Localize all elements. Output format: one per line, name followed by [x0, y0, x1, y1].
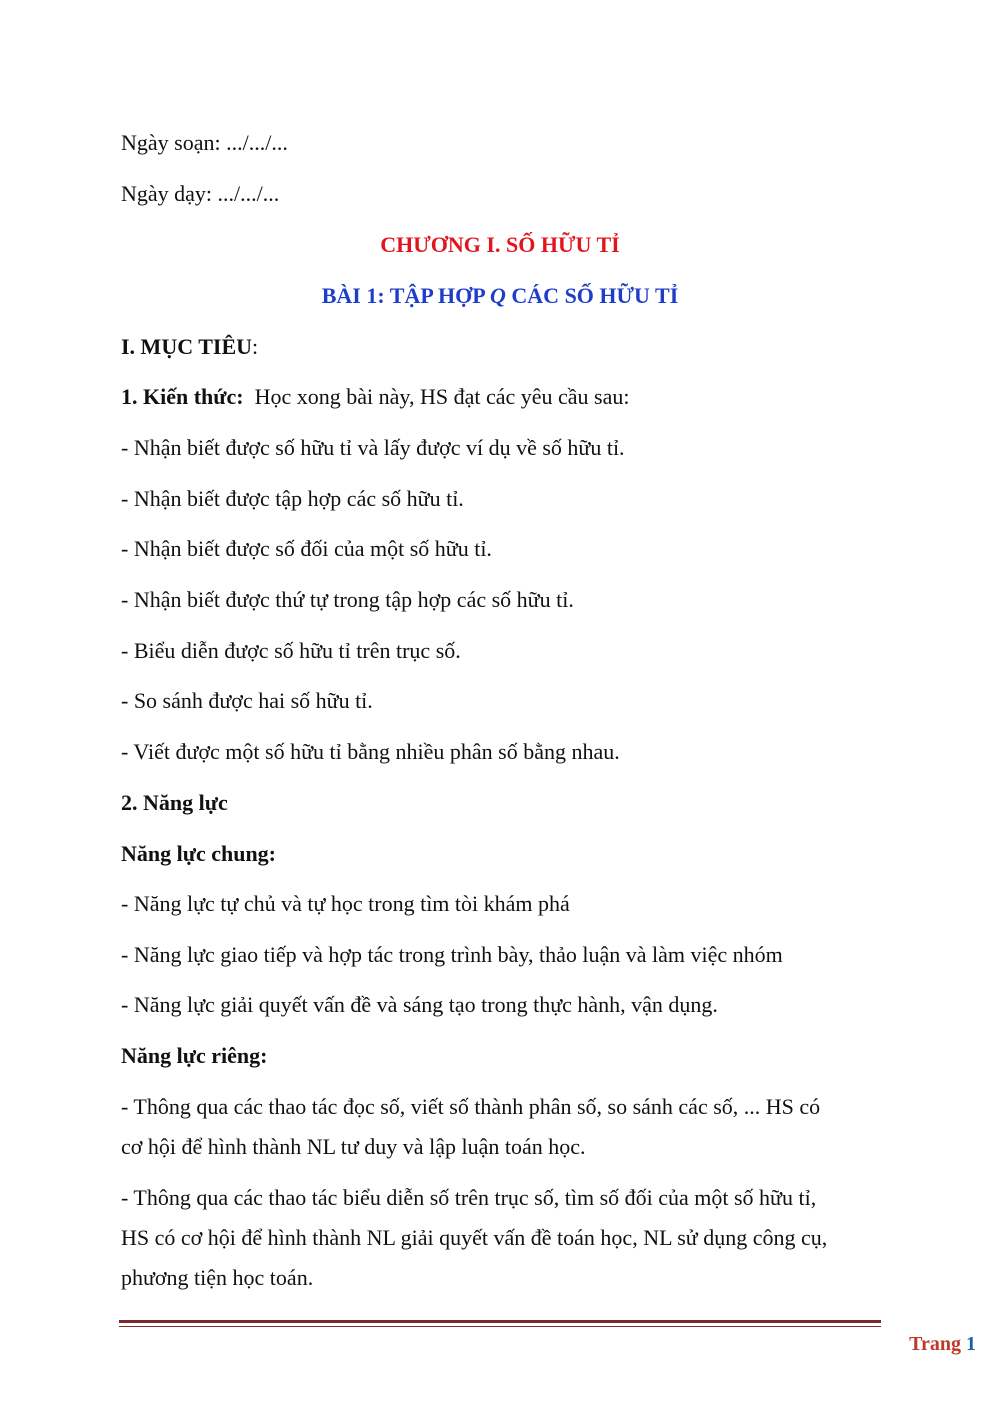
knowledge-label: 1. Kiến thức: [121, 384, 244, 409]
general-competence-heading: Năng lực chung: [121, 841, 276, 866]
knowledge-item: - Nhận biết được tập hợp các số hữu tỉ. [121, 486, 464, 511]
knowledge-item: - Nhận biết được thứ tự trong tập hợp các số hữu tỉ. [121, 587, 574, 612]
page-number-value: 1 [966, 1333, 976, 1355]
objectives-heading [121, 334, 258, 360]
general-item: - Năng lực tự chủ và tự học trong tìm tòi khám phá [121, 891, 570, 916]
knowledge-item: - Nhận biết được số hữu tỉ và lấy được ví dụ về số hữu tỉ. [121, 435, 625, 460]
lesson-title [0, 283, 1000, 309]
objectives-heading-suffix: : [252, 334, 259, 359]
specific-competence-heading: Năng lực riêng: [121, 1043, 268, 1068]
general-item: - Năng lực giải quyết vấn đề và sáng tạo trong thực hành, vận dụng. [121, 992, 718, 1017]
lesson-title-symbol: Q [490, 283, 506, 308]
specific-item-line: - Thông qua các thao tác đọc số, viết số thành phân số, so sánh các số, ... HS có [121, 1094, 821, 1119]
general-item: - Năng lực giao tiếp và hợp tác trong trình bày, thảo luận và làm việc nhóm [121, 942, 783, 967]
objectives-heading-text: I. MỤC TIÊU [121, 334, 253, 359]
knowledge-intro: Học xong bài này, HS đạt các yêu cầu sau: [243, 384, 630, 409]
knowledge-item: - Nhận biết được số đối của một số hữu tỉ. [121, 536, 492, 561]
page-number [909, 1333, 976, 1356]
page-label: Trang [909, 1333, 961, 1355]
prep-date: Ngày soạn: .../.../... [121, 130, 288, 155]
knowledge-item: - Biểu diễn được số hữu tỉ trên trục số. [121, 638, 461, 663]
specific-item-line: cơ hội để hình thành NL tư duy và lập luận toán học. [121, 1134, 586, 1159]
specific-item-line: phương tiện học toán. [121, 1265, 314, 1290]
competence-heading: 2. Năng lực [121, 790, 228, 815]
lesson-title-before: BÀI 1: TẬP HỢP [321, 283, 491, 308]
footer-rule-thin [119, 1326, 881, 1327]
specific-item-line: HS có cơ hội để hình thành NL giải quyết vấn đề toán học, NL sử dụng công cụ, [121, 1225, 828, 1250]
lesson-title-after: CÁC SỐ HỮU TỈ [505, 283, 679, 308]
specific-item-line: - Thông qua các thao tác biểu diễn số trên trục số, tìm số đối của một số hữu tỉ, [121, 1185, 817, 1210]
knowledge-line [121, 384, 630, 410]
footer-rule-thick [119, 1320, 881, 1323]
teach-date: Ngày dạy: .../.../... [121, 181, 280, 206]
knowledge-item: - So sánh được hai số hữu tỉ. [121, 688, 373, 713]
chapter-title: CHƯƠNG I. SỐ HỮU TỈ [380, 232, 620, 257]
knowledge-item: - Viết được một số hữu tỉ bằng nhiều phân số bằng nhau. [121, 739, 620, 764]
